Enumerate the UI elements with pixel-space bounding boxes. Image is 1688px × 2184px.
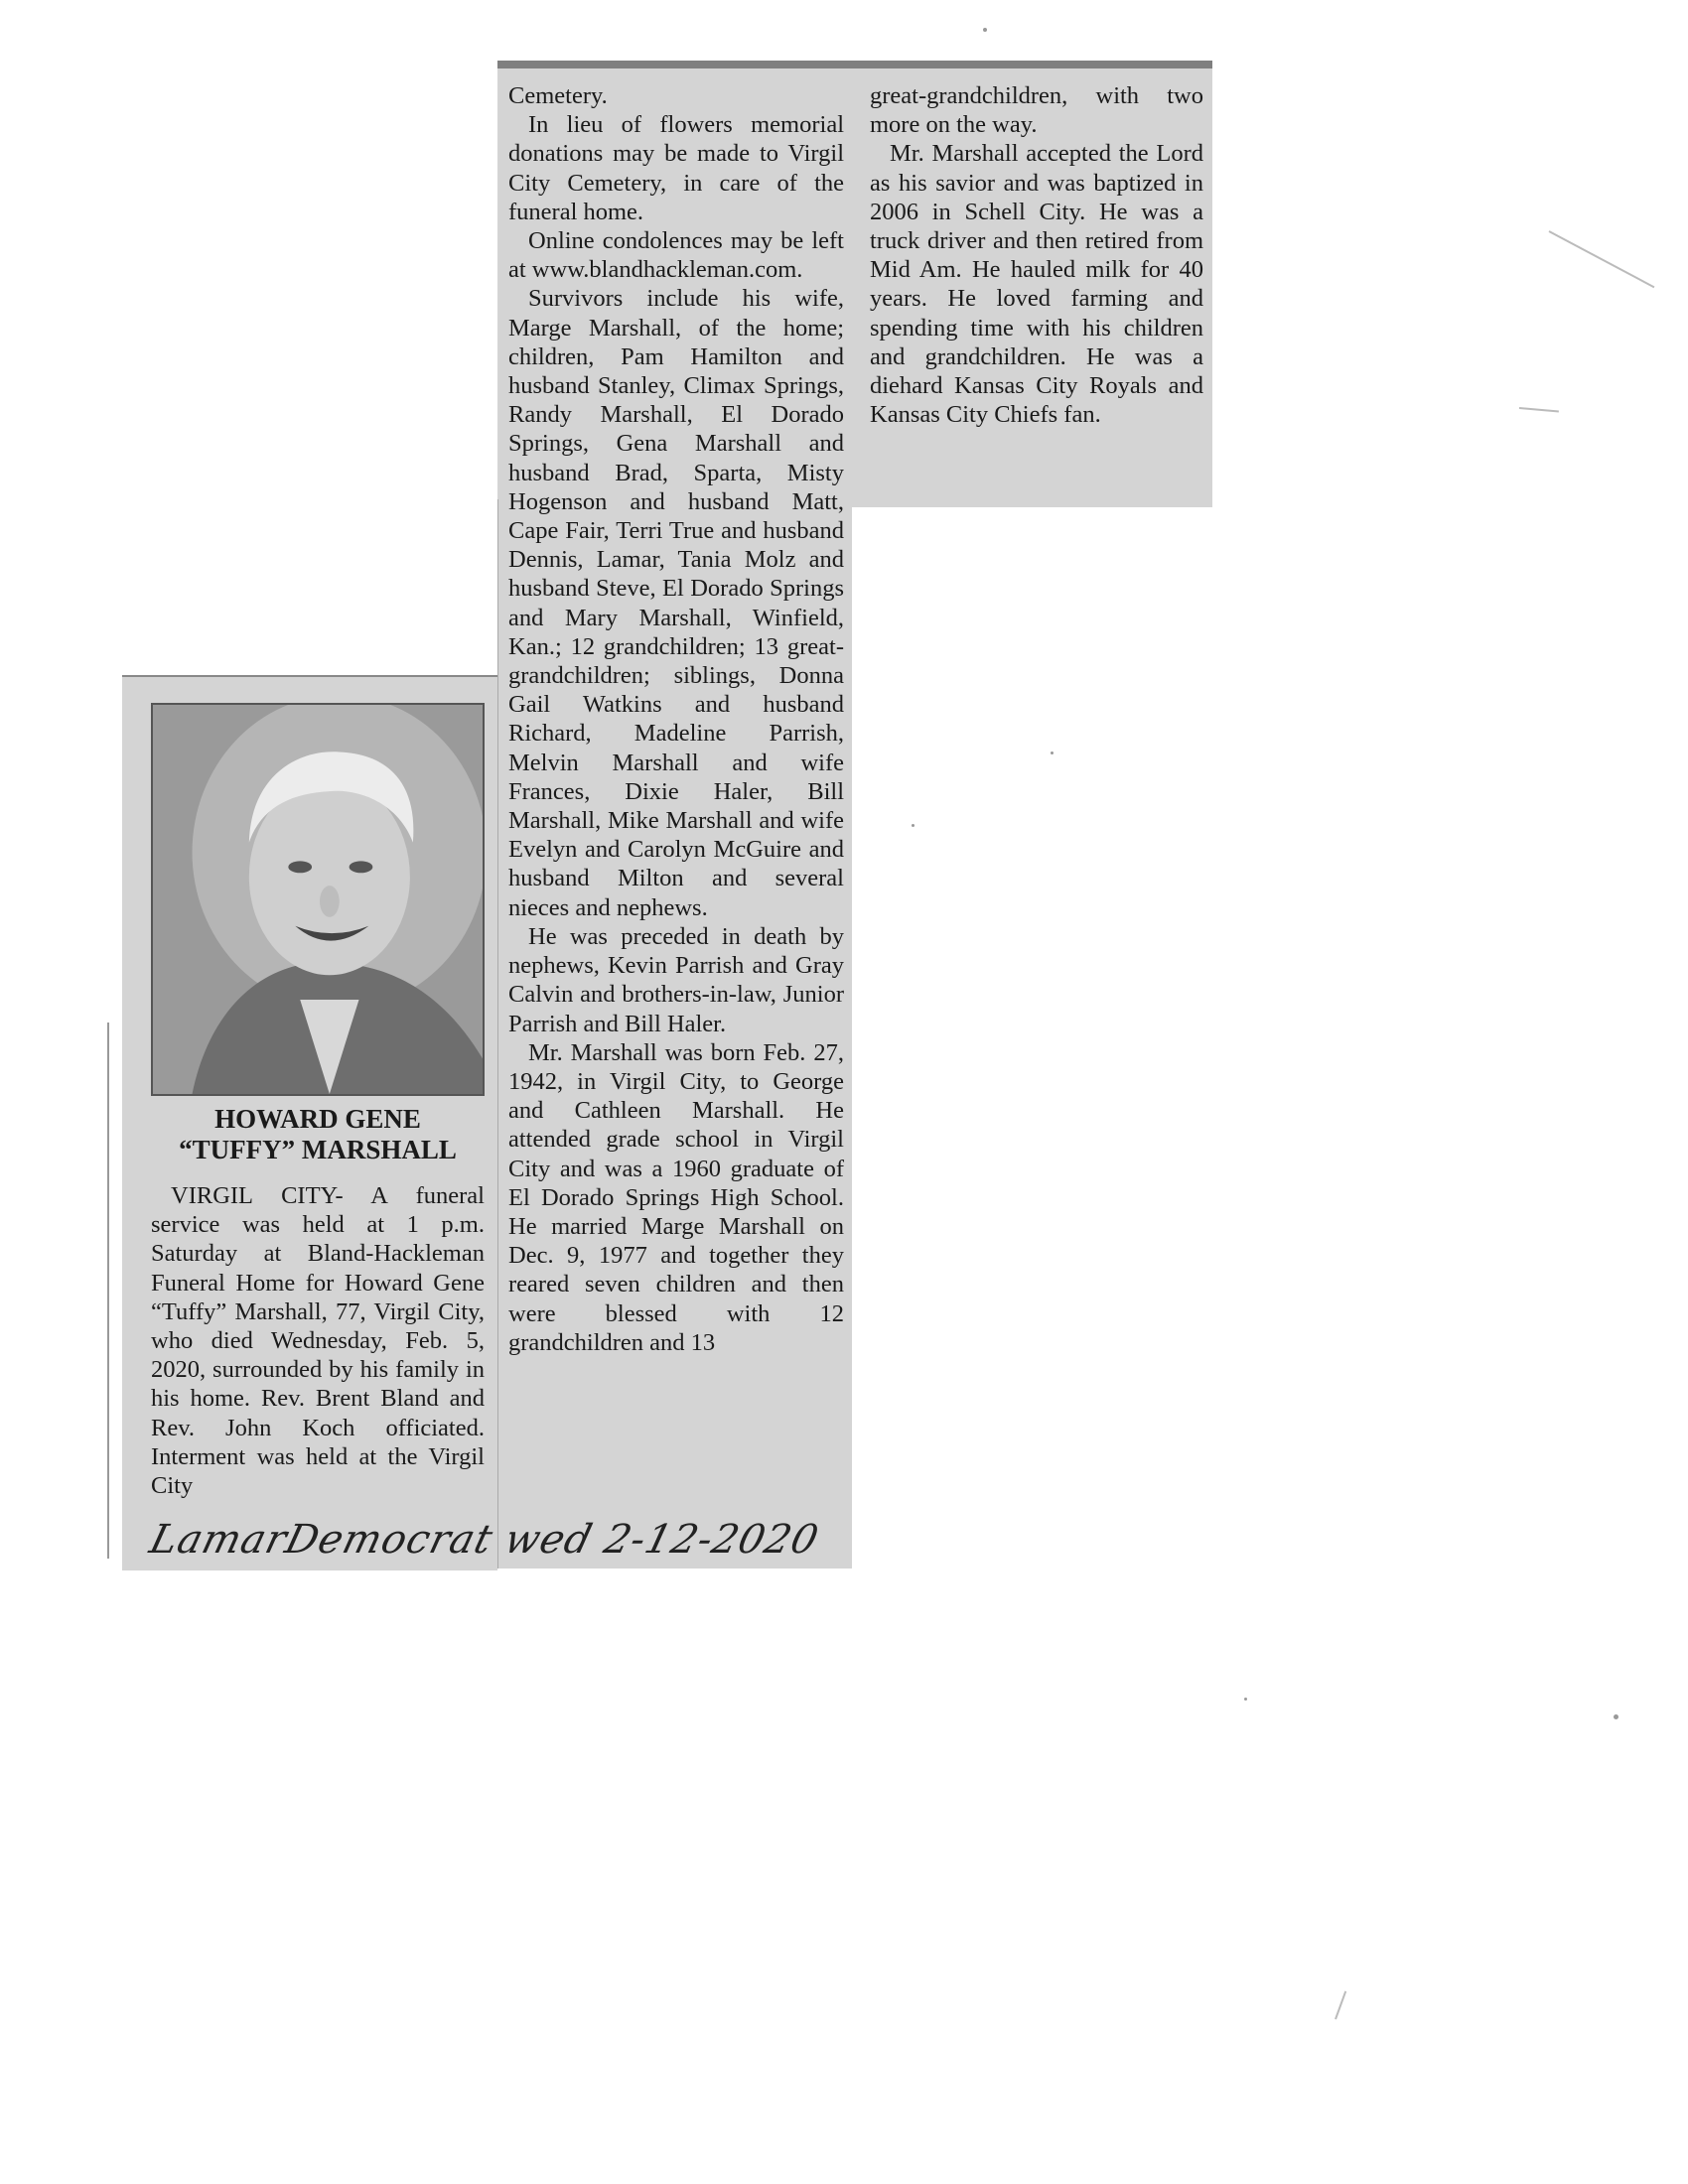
column2-paragraph: Online condolences may be left at www.blandhackleman.com.	[508, 227, 844, 284]
scan-speck	[912, 824, 914, 827]
scan-speck	[1614, 1714, 1618, 1719]
scan-streak	[1335, 1990, 1346, 2019]
scan-speck	[983, 28, 987, 32]
column2-paragraph: In lieu of flowers memorial donations may be made to Virgil City Cemetery, in care of the funeral home.	[508, 111, 844, 225]
column2-paragraph: Mr. Marshall was born Feb. 27, 1942, in Virgil City, to George and Cathleen Marshall. He attended grade school in Virgil City and was a 1960 graduate of El Dorado Springs High School. He married Marge Marshall on Dec. 9, 1977 and together they reared seven children and then were blessed with 12 grandchildren and 13	[508, 1038, 844, 1356]
scan-speck	[1051, 751, 1054, 754]
column2-paragraph: He was preceded in death by nephews, Kevin Parrish and Gray Calvin and brothers-in-law, Junior Parrish and Bill Haler.	[508, 922, 844, 1037]
portrait-photo	[151, 703, 485, 1096]
obituary-column-2	[508, 81, 844, 1357]
scan-streak	[1549, 230, 1655, 288]
scan-speck	[1244, 1698, 1247, 1701]
obituary-column-1	[151, 1181, 485, 1500]
handwritten-source-note: LamarDemocrat wed 2-12-2020	[145, 1517, 824, 1563]
obituary-headline	[151, 1104, 485, 1165]
headline-name-line: HOWARD GENE	[214, 1104, 421, 1134]
column2-paragraph: Cemetery.	[508, 82, 608, 109]
column1-paragraph: VIRGIL CITY- A funeral service was held at 1 p.m. Saturday at Bland-Hackleman Funeral Home for Howard Gene “Tuffy” Marshall, 77, Virgil City, who died Wednesday, Feb. 5, 2020, surrounded by his family in his home. Rev. Brent Bland and Rev. John Koch officiated. Interment was held at the Virgil City	[151, 1182, 485, 1500]
column3-paragraph: Mr. Marshall accepted the Lord as his savior and was baptized in 2006 in Schell City. He was a truck driver and then retired from Mid Am. He hauled milk for 40 years. He loved farming and spending time with his children and grandchildren. He was a diehard Kansas City Royals and Kansas City Chiefs fan.	[870, 140, 1203, 429]
portrait-illustration	[153, 705, 483, 1094]
column3-paragraph: great-grandchildren, with two more on the way.	[870, 82, 1203, 139]
headline-nickname-line: “TUFFY” MARSHALL	[179, 1135, 457, 1164]
scan-streak	[1519, 407, 1559, 412]
scan-edge-marks	[107, 1023, 115, 1559]
obituary-column-3	[870, 81, 1203, 429]
column2-paragraph: Survivors include his wife, Marge Marshall, of the home; children, Pam Hamilton and husband Stanley, Climax Springs, Randy Marshall, El Dorado Springs, Gena Marshall and husband Brad, Sparta, Misty Hogenson and husband Matt, Cape Fair, Terri True and husband Dennis, Lamar, Tania Molz and husband Steve, El Dorado Springs and Mary Marshall, Winfield, Kan.; 12 grandchildren; 13 great-grandchildren; siblings, Donna Gail Watkins and husband Richard, Madeline Parrish, Melvin Marshall and wife Frances, Dixie Haler, Bill Marshall, Mike Marshall and wife Evelyn and Carolyn McGuire and husband Milton and several nieces and nephews.	[508, 285, 844, 921]
